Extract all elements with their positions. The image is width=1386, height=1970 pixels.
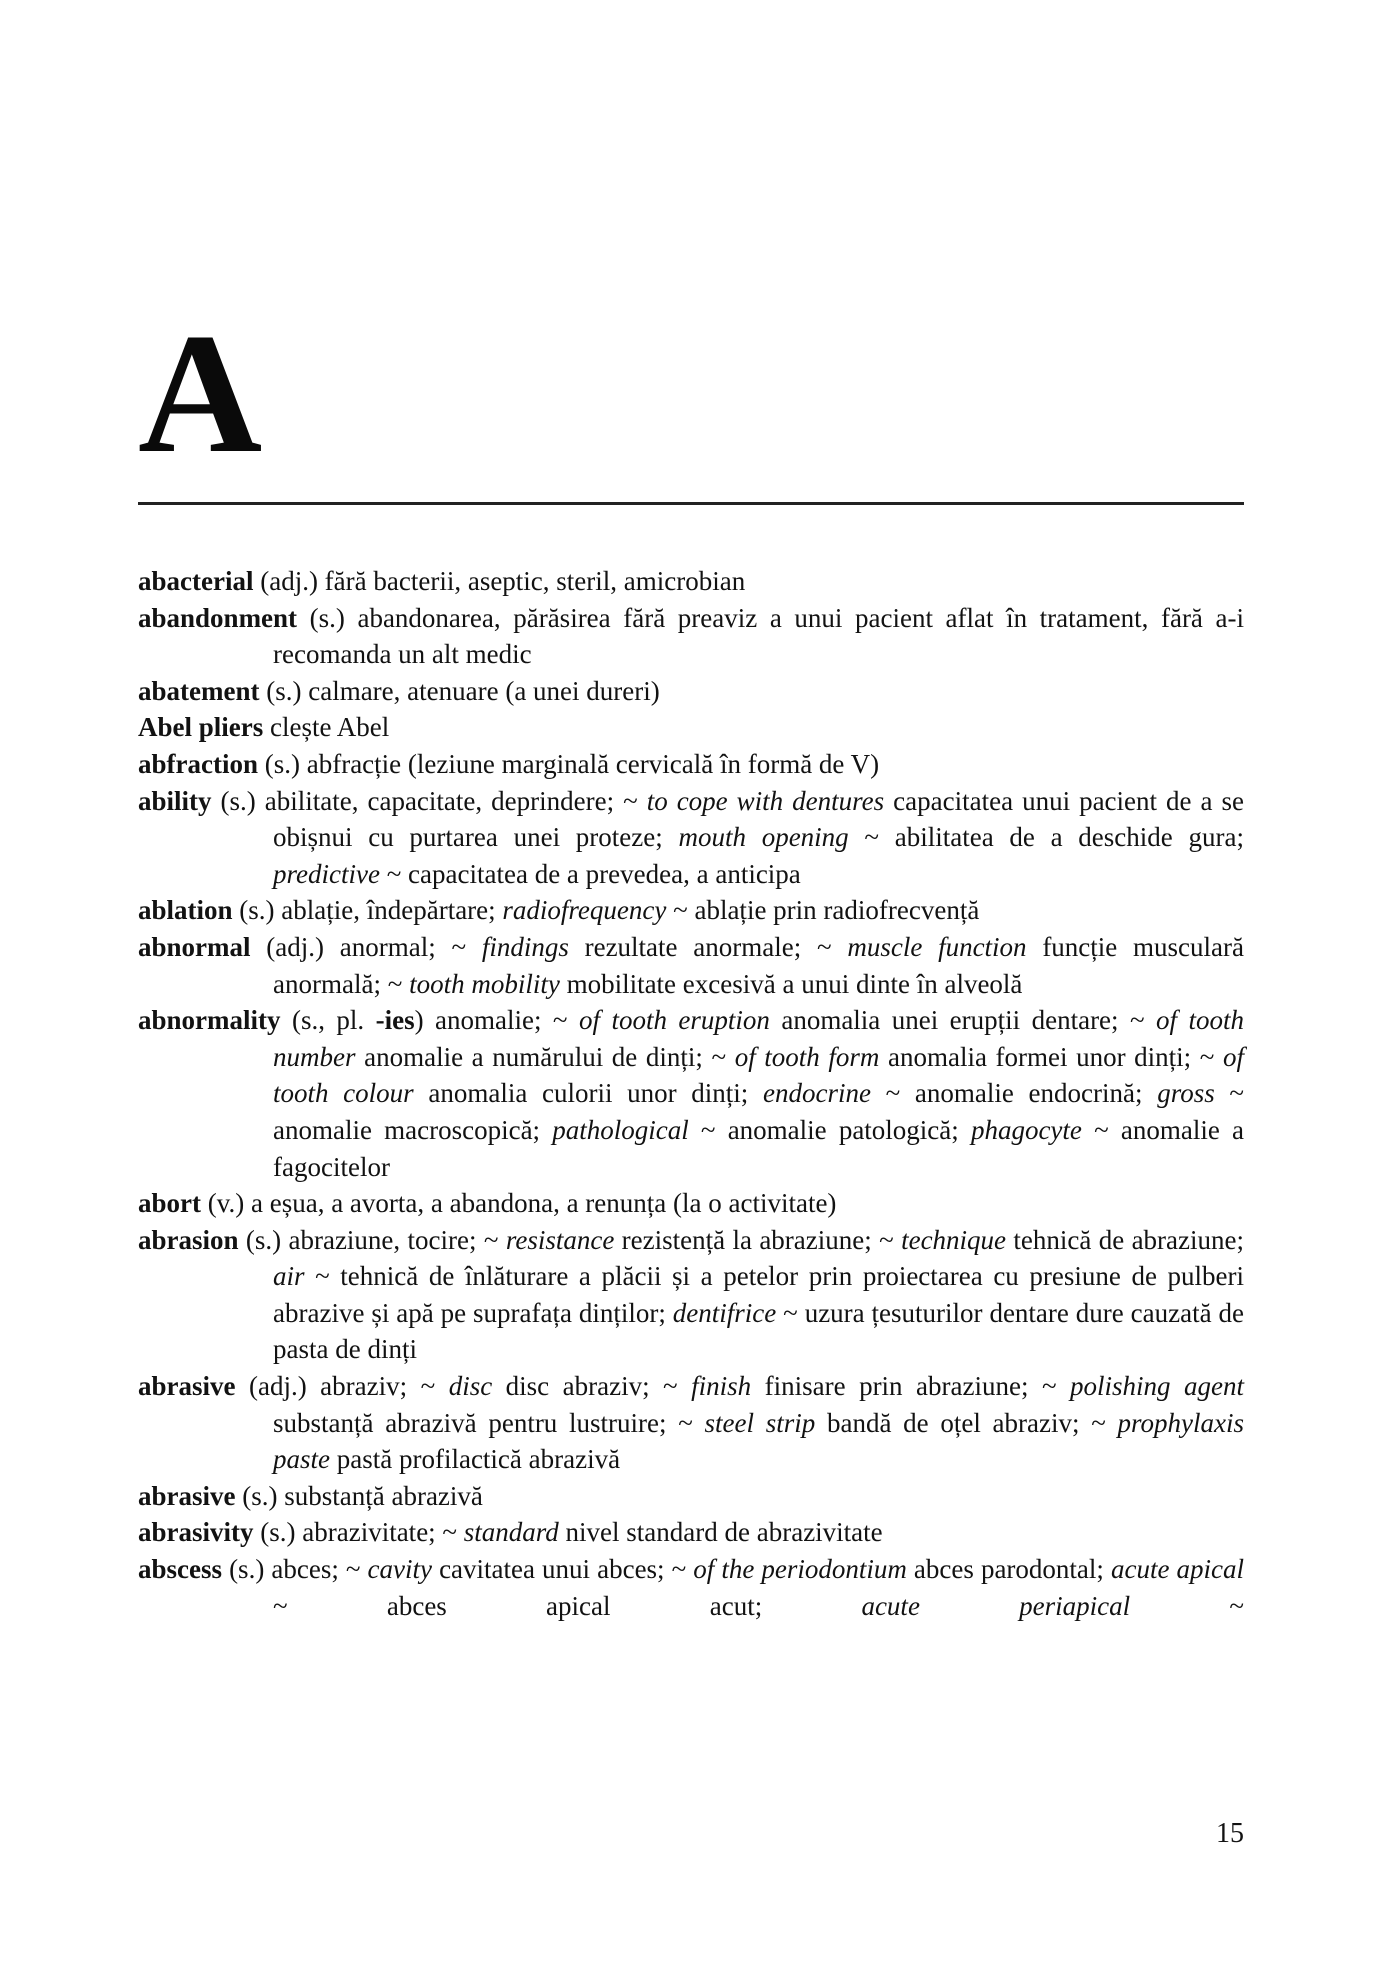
dictionary-entry-ablation <box>138 892 1244 929</box>
entry-text: dentifrice <box>672 1297 777 1328</box>
entry-text: air <box>273 1261 305 1292</box>
entry-text: predictive <box>273 858 380 889</box>
dictionary-entry-abandonment <box>138 600 1244 673</box>
entry-text: (v.) a eșua, a avorta, a abandona, a renunța (la o activitate) <box>201 1188 837 1219</box>
entry-headword: abrasive <box>138 1371 236 1402</box>
page-content <box>138 0 1244 1624</box>
entry-text: acute periapical <box>861 1590 1131 1621</box>
entry-text: tehnică de abraziune; <box>1006 1224 1244 1255</box>
entry-text: of tooth number <box>273 1005 1244 1072</box>
entry-text: nivel standard de abrazivitate <box>558 1517 883 1548</box>
entry-text: of tooth eruption <box>579 1005 770 1036</box>
entry-text: radiofrequency <box>502 895 667 926</box>
entry-text: funcție musculară anormală; ~ <box>273 931 1244 999</box>
entry-text: ~ abilitatea de a deschide gura; <box>848 822 1244 853</box>
entry-text: pathological <box>552 1114 689 1145</box>
entry-text: resistance <box>505 1224 615 1255</box>
entry-text: anomalie a numărului de dinți; ~ <box>355 1041 735 1072</box>
entry-text: ~ anomalie endocrină; <box>870 1078 1158 1109</box>
entry-headword: abrasive <box>138 1480 236 1511</box>
entry-text: cavity <box>367 1554 433 1585</box>
entry-headword: abnormal <box>138 931 251 962</box>
entry-headword: ability <box>138 785 212 816</box>
entry-text: (adj.) fără bacterii, aseptic, steril, amicrobian <box>253 566 746 596</box>
dictionary-entry-abrasive-s <box>138 1478 1244 1515</box>
entry-text: ~ abces apical acut; <box>273 1590 862 1621</box>
entry-text: rezultate anormale; ~ <box>568 931 848 962</box>
entry-text: abces parodontal; <box>906 1554 1111 1585</box>
entry-text: prophylaxis paste <box>273 1407 1245 1475</box>
entry-text: to cope with dentures <box>646 785 885 816</box>
entry-headword: abrasion <box>138 1224 239 1255</box>
entry-text: finish <box>691 1371 752 1402</box>
entry-text: ~ capacitatea de a prevedea, a anticipa <box>379 858 801 889</box>
entry-text: clește Abel <box>263 712 390 743</box>
dictionary-entry-abnormality <box>138 1002 1244 1185</box>
dictionary-entry-ability <box>138 783 1244 893</box>
entry-text: mouth opening <box>678 822 849 853</box>
entry-headword: abatement <box>138 675 260 706</box>
entry-text: ~ tehnică de înlăturare a plăcii și a petelor prin proiectarea cu presiune de pulberi abrazive și apă pe suprafața dinților; <box>273 1261 1244 1328</box>
entry-headword: abort <box>138 1188 201 1219</box>
entry-text: finisare prin abraziune; ~ <box>751 1371 1071 1402</box>
entry-text: ~ anomalie a fagocitelor <box>273 1114 1244 1182</box>
entry-text: bandă de oțel abraziv; ~ <box>815 1407 1118 1438</box>
entry-text: substanță abrazivă pentru lustruire; ~ <box>273 1407 705 1438</box>
entry-text: polishing agent <box>1070 1371 1245 1402</box>
entry-text: of tooth colour <box>273 1041 1244 1109</box>
dictionary-entry-abrasive-adj <box>138 1368 1244 1478</box>
entry-text: rezistență la abraziune; ~ <box>614 1224 902 1255</box>
entry-headword: abrasivity <box>138 1517 254 1548</box>
dictionary-entries <box>138 563 1244 1624</box>
entry-text: ~ uzura țesuturilor dentare dure cauzată de pasta de dinți <box>273 1297 1244 1365</box>
dictionary-entry-abort <box>138 1185 1244 1222</box>
entry-text: mobilitate excesivă a unui dinte în alveolă <box>559 968 1023 999</box>
entry-text: -ies <box>375 1005 415 1036</box>
entry-text: disc abraziv; ~ <box>492 1371 692 1402</box>
entry-text: disc <box>448 1371 493 1402</box>
entry-text: cavitatea unui abces; ~ <box>432 1554 694 1585</box>
entry-text: (s.) abces; ~ <box>222 1554 368 1585</box>
entry-text: acute apical <box>1110 1554 1244 1585</box>
entry-text: findings <box>481 931 569 962</box>
dictionary-entry-abel-pliers <box>138 709 1244 746</box>
entry-text: of tooth form <box>734 1041 880 1072</box>
entry-text: (s.) abraziune, tocire; ~ <box>238 1224 506 1255</box>
entry-headword: abfraction <box>138 748 258 779</box>
entry-headword: abnormality <box>138 1005 281 1036</box>
entry-text: steel strip <box>704 1407 816 1438</box>
entry-text: ~ <box>1130 1590 1245 1621</box>
section-letter: A <box>138 299 263 489</box>
entry-headword: abscess <box>138 1554 223 1585</box>
entry-text: anomalia unei erupții dentare; ~ <box>769 1005 1157 1036</box>
entry-text: technique <box>901 1224 1007 1255</box>
entry-text: (s.) abrazivitate; ~ <box>253 1517 464 1548</box>
entry-text: (s., pl. <box>280 1005 376 1036</box>
entry-text: ~ anomalie patologică; <box>688 1114 971 1145</box>
entry-text: phagocyte <box>970 1114 1082 1145</box>
entry-headword: abandonment <box>138 602 298 633</box>
entry-text: (s.) abfracție (leziune marginală cervicală în formă de V) <box>257 748 880 779</box>
dictionary-entry-abacterial <box>138 563 1244 600</box>
entry-text: ) anomalie; ~ <box>414 1005 579 1036</box>
entry-text: gross <box>1157 1078 1215 1109</box>
entry-text: (s.) abilitate, capacitate, deprindere; ~ <box>211 785 647 816</box>
entry-headword: Abel pliers <box>138 712 264 743</box>
entry-text: (adj.) anormal; ~ <box>250 931 482 962</box>
dictionary-entry-abnormal <box>138 929 1244 1002</box>
section-divider-rule <box>138 502 1244 505</box>
entry-text: (s.) ablație, îndepărtare; <box>232 895 503 926</box>
entry-text: (s.) calmare, atenuare (a unei dureri) <box>259 675 660 706</box>
entry-text: standard <box>463 1517 559 1548</box>
entry-text: capacitatea unui pacient de a se obișnui cu purtarea unei proteze; <box>273 785 1244 853</box>
entry-text: anomalia culorii unor dinți; <box>413 1078 763 1109</box>
entry-text: endocrine <box>763 1078 871 1109</box>
entry-text: (s.) substanță abrazivă <box>235 1480 483 1511</box>
entry-text: muscle function <box>847 931 1027 962</box>
entry-text: pastă profilactică abrazivă <box>330 1444 621 1475</box>
entry-text: tooth mobility <box>409 968 560 999</box>
entry-text: ~ anomalie macroscopică; <box>273 1078 1245 1145</box>
dictionary-entry-abatement <box>138 673 1244 710</box>
dictionary-entry-abrasivity <box>138 1514 1244 1551</box>
entry-headword: ablation <box>138 895 233 926</box>
dictionary-entry-abscess <box>138 1551 1244 1624</box>
entry-text: of the periodontium <box>693 1554 907 1585</box>
dictionary-entry-abrasion <box>138 1222 1244 1368</box>
entry-text: anomalia formei unor dinți; ~ <box>879 1041 1223 1072</box>
entry-text: ~ ablație prin radiofrecvență <box>666 895 980 926</box>
page-number: 15 <box>1216 1818 1244 1849</box>
entry-headword: abacterial <box>138 566 254 596</box>
entry-text: (adj.) abraziv; ~ <box>235 1371 449 1402</box>
dictionary-entry-abfraction <box>138 746 1244 783</box>
entry-text: (s.) abandonarea, părăsirea fără preaviz a unui pacient aflat în tratament, fără a-i recomanda un alt medic <box>273 602 1244 670</box>
